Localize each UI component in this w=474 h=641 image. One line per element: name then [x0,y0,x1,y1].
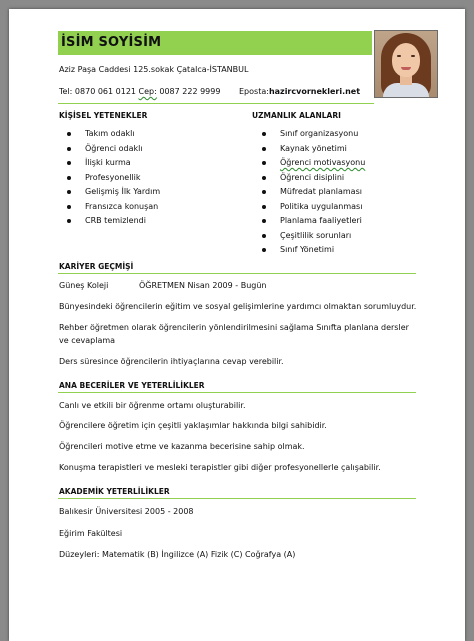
list-item: Kaynak yönetimi [254,142,365,157]
list-item: Müfredat planlaması [254,185,365,200]
list-item: Öğrenci odaklı [59,142,160,157]
mobile-value: 0087 222 9999 [159,87,221,96]
list-item: CRB temizlendi [59,214,160,229]
career-heading: KARİYER GEÇMİŞİ [59,262,134,271]
list-item: Öğrenci motivasyonu [254,156,365,171]
list-item: Profesyonellik [59,171,160,186]
academic-line: Balıkesir Üniversitesi 2005 - 2008 [59,507,194,516]
competencies-rule [58,392,416,393]
list-item: Öğrenci disiplini [254,171,365,186]
list-item: İlişki kurma [59,156,160,171]
academic-line: Düzeyleri: Matematik (B) İngilizce (A) Fizik (C) Coğrafya (A) [59,550,296,559]
list-item: Planlama faaliyetleri [254,214,365,229]
competency-line: Öğrencilere öğretim için çeşitli yaklaşımlar hakkında bilgi sahibidir. [59,421,327,430]
expertise-list [254,127,365,258]
career-rule [58,273,416,274]
duty-line: Rehber öğretmen olarak öğrencilerin yönlendirilmesini sağlama Sınıfta planlana dersler ve cevaplama [59,323,409,345]
academic-rule [58,498,416,499]
competencies-heading: ANA BECERİLER VE YETERLİLİKLER [59,381,205,390]
profile-photo [374,30,438,98]
list-item: Fransızca konuşan [59,200,160,215]
job-role: ÖĞRETMEN Nisan 2009 - Bugün [139,281,267,290]
academic-heading: AKADEMİK YETERLİLİKLER [59,487,170,496]
skills-heading: KİŞİSEL YETENEKLER [59,111,148,120]
list-item: Politika uygulanması [254,200,365,215]
cv-name: İSİM SOYİSİM [61,35,162,50]
employer: Güneş Koleji [59,281,109,290]
duty-line: Bünyesindeki öğrencilerin eğitim ve sosyal gelişimlerine yardımcı olmaktan sorumluydur. [59,302,417,311]
address-line: Aziz Paşa Caddesi 125.sokak Çatalca-İSTANBUL [59,65,249,74]
list-item: Gelişmiş İlk Yardım [59,185,160,200]
mobile-label: Cep: [138,87,157,96]
academic-line: Eğirim Fakültesi [59,529,123,538]
phone-value: 0870 061 0121 [74,87,136,96]
list-item: Sınıf organizasyonu [254,127,365,142]
contact-line [59,87,360,96]
email-label: Eposta: [239,87,269,96]
cv-page [9,9,465,641]
list-item: Çeşitlilik sorunları [254,229,365,244]
duty-line: Ders süresince öğrencilerin ihtiyaçlarına cevap verebilir. [59,357,284,366]
competency-line: Canlı ve etkili bir öğrenme ortamı oluşturabilir. [59,401,246,410]
competency-line: Öğrencileri motive etme ve kazanma becerisine sahip olmak. [59,442,305,451]
list-item: Sınıf Yönetimi [254,243,365,258]
email-value: hazircvornekleri.net [268,87,361,96]
list-item: Takım odaklı [59,127,160,142]
expertise-heading: UZMANLIK ALANLARI [252,111,341,120]
skills-list [59,127,160,229]
header-rule [58,103,374,104]
competency-line: Konuşma terapistleri ve mesleki terapistler gibi diğer profesyonellerle çalışabilir. [59,463,381,472]
phone-label: Tel: [59,87,73,96]
